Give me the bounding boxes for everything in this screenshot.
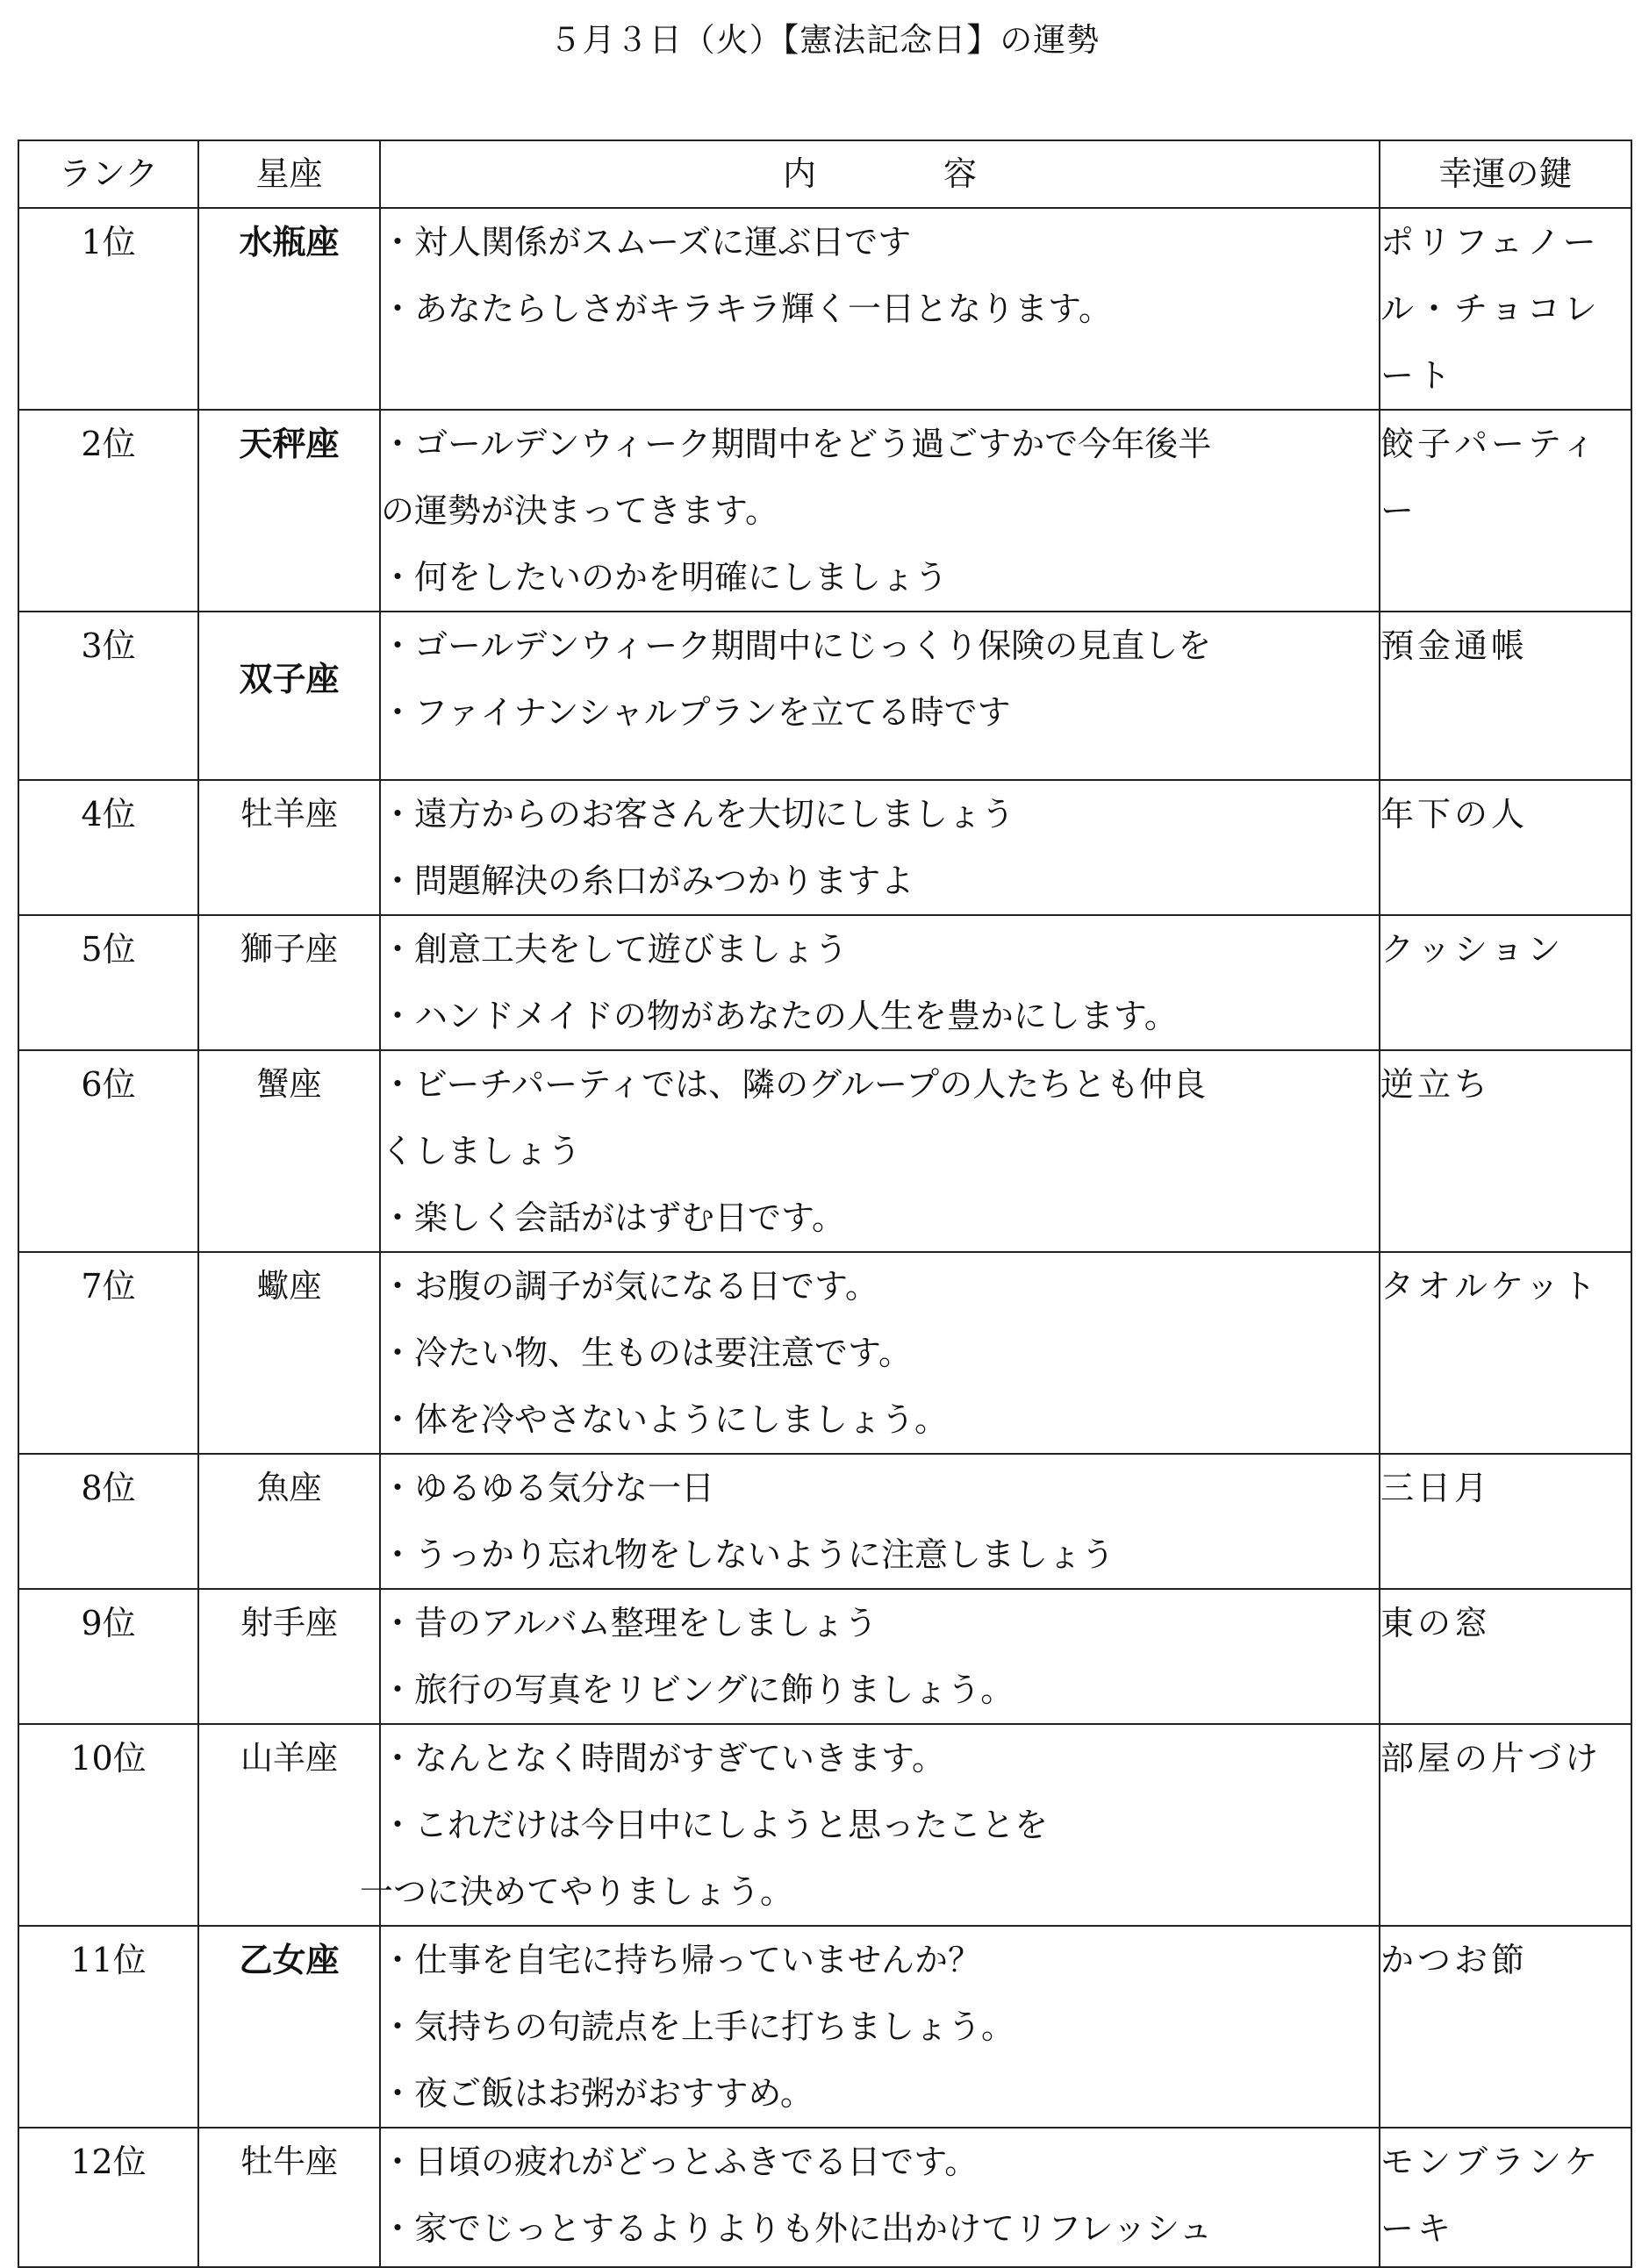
table-row bbox=[18, 208, 1631, 410]
content-line: ・昔のアルバム整理をしましょう bbox=[381, 1604, 878, 1642]
content-line: ・ビーチパーティでは、隣のグループの人たちとも仲良 bbox=[381, 1065, 1207, 1104]
fortune-table bbox=[18, 140, 1632, 2268]
rank-cell: 2位 bbox=[18, 410, 198, 612]
rank-cell: 4位 bbox=[18, 780, 198, 915]
rank-cell: 8位 bbox=[18, 1454, 198, 1589]
content-line: ・お腹の調子が気になる日です。 bbox=[381, 1267, 878, 1306]
lucky-key-cell: 餃子パーティー bbox=[1380, 410, 1631, 612]
table-row bbox=[18, 2128, 1631, 2267]
lucky-key-cell: モンブランケーキ bbox=[1380, 2128, 1631, 2267]
table-row bbox=[18, 1252, 1631, 1454]
content-line: の運勢が決まってきます。 bbox=[381, 491, 778, 530]
sign-cell: 乙女座 bbox=[198, 1926, 380, 2128]
rank-cell: 1位 bbox=[18, 208, 198, 410]
sign-cell: 獅子座 bbox=[198, 915, 380, 1050]
content-line: ・何をしたいのかを明確にしましょう bbox=[381, 558, 949, 597]
content-line: ・夜ご飯はお粥がおすすめ。 bbox=[381, 2074, 814, 2113]
header-content-a: 内 bbox=[782, 154, 816, 193]
content-line: ・楽しく会話がはずむ日です。 bbox=[381, 1198, 845, 1237]
rank-cell: 9位 bbox=[18, 1589, 198, 1724]
table-row bbox=[18, 1050, 1631, 1252]
content-line: ・家でじっとするよりよりも外に出かけてリフレッシュ bbox=[381, 2209, 1213, 2248]
content-line: ・旅行の写真をリビングに飾りましょう。 bbox=[381, 1671, 1014, 1709]
content-cell bbox=[380, 1926, 1380, 2128]
content-cell bbox=[360, 1724, 1380, 1926]
table-row bbox=[18, 780, 1631, 915]
content-cell bbox=[380, 1050, 1380, 1252]
content-cell bbox=[380, 2128, 1380, 2267]
content-cell bbox=[380, 1454, 1380, 1589]
rank-cell: 7位 bbox=[18, 1252, 198, 1454]
sign-cell: 水瓶座 bbox=[198, 208, 380, 410]
content-cell bbox=[380, 208, 1380, 410]
sign-cell: 射手座 bbox=[198, 1589, 380, 1724]
content-cell bbox=[380, 612, 1380, 780]
header-row bbox=[18, 140, 1631, 208]
content-line: ・あなたらしさがキラキラ輝く一日となります。 bbox=[381, 290, 1112, 328]
content-line: ・なんとなく時間がすぎていきます。 bbox=[381, 1739, 945, 1778]
content-line: ・気持ちの句読点を上手に打ちましょう。 bbox=[381, 2007, 1015, 2046]
content-line: ・創意工夫をして遊びましょう bbox=[381, 930, 849, 969]
content-line: ・体を冷やさないようにしましょう。 bbox=[381, 1400, 949, 1439]
content-cell bbox=[380, 780, 1380, 915]
content-cell bbox=[380, 410, 1380, 612]
table-row bbox=[18, 1724, 1631, 1926]
table-row bbox=[18, 915, 1631, 1050]
header-lucky-key: 幸運の鍵 bbox=[1380, 140, 1631, 208]
rank-cell: 12位 bbox=[18, 2128, 198, 2267]
table-row bbox=[18, 612, 1631, 780]
content-cell bbox=[380, 1252, 1380, 1454]
lucky-key-cell: 東の窓 bbox=[1380, 1589, 1631, 1724]
content-line: くしましょう bbox=[381, 1132, 582, 1170]
sign-cell: 双子座 bbox=[198, 612, 380, 780]
lucky-key-cell: 年下の人 bbox=[1380, 780, 1631, 915]
content-line: ・対人関係がスムーズに運ぶ日です bbox=[381, 223, 912, 261]
content-line: ・日頃の疲れがどっとふきでる日です。 bbox=[381, 2143, 979, 2181]
lucky-key-cell: タオルケット bbox=[1380, 1252, 1631, 1454]
header-sign: 星座 bbox=[198, 140, 380, 208]
lucky-key-cell: クッション bbox=[1380, 915, 1631, 1050]
content-line: ・ゆるゆる気分な一日 bbox=[381, 1469, 715, 1507]
table-row bbox=[18, 410, 1631, 612]
content-line: ・問題解決の糸口がみつかりますよ bbox=[381, 862, 914, 900]
table-row bbox=[18, 1454, 1631, 1589]
sign-cell: 山羊座 bbox=[198, 1724, 380, 1926]
lucky-key-cell: 預金通帳 bbox=[1380, 612, 1631, 780]
content-line: ・これだけは今日中にしようと思ったことを bbox=[381, 1806, 1049, 1844]
sign-cell: 蠍座 bbox=[198, 1252, 380, 1454]
lucky-key-cell: かつお節 bbox=[1380, 1926, 1631, 2128]
sign-cell: 牡牛座 bbox=[198, 2128, 380, 2267]
sign-cell: 魚座 bbox=[198, 1454, 380, 1589]
content-line: 一つに決めてやりましょう。 bbox=[360, 1872, 794, 1911]
rank-cell: 11位 bbox=[18, 1926, 198, 2128]
content-line: ・ゴールデンウィーク期間中にじっくり保険の見直しを bbox=[381, 626, 1212, 665]
content-line: ・仕事を自宅に持ち帰っていませんか？ bbox=[381, 1941, 982, 1979]
page-title: ５月３日（火）【憲法記念日】の運勢 bbox=[548, 21, 1101, 59]
lucky-key-cell: 部屋の片づけ bbox=[1380, 1724, 1631, 1926]
content-line: ・ハンドメイドの物があなたの人生を豊かにします。 bbox=[381, 997, 1178, 1035]
table-row bbox=[18, 1926, 1631, 2128]
content-cell bbox=[380, 915, 1380, 1050]
content-cell bbox=[380, 1589, 1380, 1724]
lucky-key-cell: 逆立ち bbox=[1380, 1050, 1631, 1252]
sign-cell: 天秤座 bbox=[198, 410, 380, 612]
header-rank: ランク bbox=[18, 140, 198, 208]
header-content bbox=[380, 140, 1380, 208]
sign-cell: 蟹座 bbox=[198, 1050, 380, 1252]
content-line: ・遠方からのお客さんを大切にしましょう bbox=[381, 795, 1015, 834]
content-line: ・ゴールデンウィーク期間中をどう過ごすかで今年後半 bbox=[381, 425, 1212, 463]
sign-cell: 牡羊座 bbox=[198, 780, 380, 915]
rank-cell: 10位 bbox=[18, 1724, 198, 1926]
table-row bbox=[18, 1589, 1631, 1724]
header-content-b: 容 bbox=[943, 154, 978, 193]
lucky-key-cell: ポリフェノール・チョコレート bbox=[1380, 208, 1631, 410]
rank-cell: 5位 bbox=[18, 915, 198, 1050]
rank-cell: 6位 bbox=[18, 1050, 198, 1252]
content-line: ・ファイナンシャルプランを立てる時です bbox=[381, 693, 1011, 732]
lucky-key-cell: 三日月 bbox=[1380, 1454, 1631, 1589]
rank-cell: 3位 bbox=[18, 612, 198, 780]
content-line: ・うっかり忘れ物をしないように注意しましょう bbox=[381, 1535, 1115, 1574]
content-line: ・冷たい物、生ものは要注意です。 bbox=[381, 1334, 912, 1372]
